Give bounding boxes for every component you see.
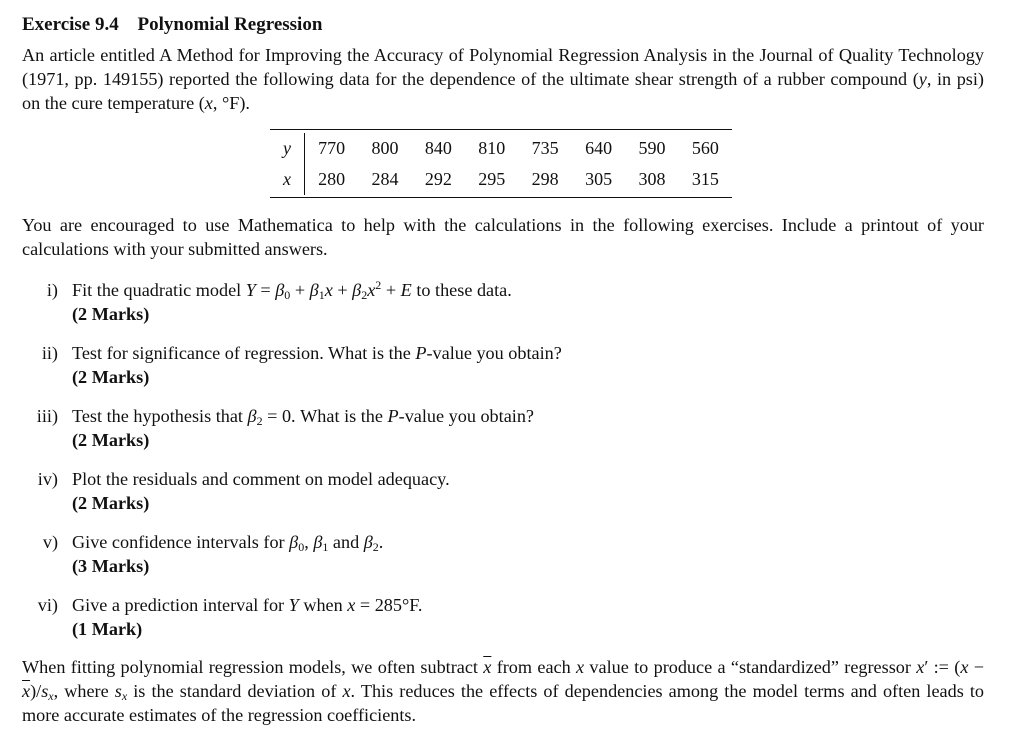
marks-label: (1 Mark) xyxy=(72,619,143,639)
table-cell: 800 xyxy=(371,138,399,158)
question-label: iv) xyxy=(37,469,58,489)
closing-paragraph: When fitting polynomial regression models, we often subtract $\overline{x}$ from each x value to produce a “standardized” regressor x′ := $(x - \overline{x})/s_x$, where $s_x$ is the standard deviation of x. This reduces the effects of dependencies among the model terms and often leads to more accurate estimates of the regression coefficients. xyxy=(22,657,984,725)
table-cell: 590 xyxy=(638,138,666,158)
data-table xyxy=(270,129,732,198)
exercise-number: Exercise 9.4 xyxy=(22,14,119,35)
table-cell: 810 xyxy=(478,138,506,158)
marks-label: (3 Marks) xyxy=(72,556,150,576)
instructions-paragraph: You are encouraged to use Mathematica to help with the calculations in the following exercises. Include a printout of your calculations with your submitted answers. xyxy=(22,215,984,259)
marks-label: (2 Marks) xyxy=(72,304,150,324)
beta2-symbol: $\beta_2$ xyxy=(247,406,263,428)
question-label: iii) xyxy=(36,406,58,426)
standardized-regressor-formula: x′ := $(x - \overline{x})/s_x$ xyxy=(22,657,984,703)
table-cell: 735 xyxy=(531,138,559,158)
intro-paragraph: An article entitled A Method for Improving the Accuracy of Polynomial Regression Analysis in the Journal of Quality Technology (1971, pp. 149155) reported the following data for the dependence of the ultimate shear strength of a rubber compound (y, in psi) on the cure temperature (x, °F). xyxy=(22,45,984,113)
table-cell: 292 xyxy=(424,169,452,189)
table-cell: 640 xyxy=(585,138,613,158)
table-cell: 315 xyxy=(691,169,719,189)
table-cell: 770 xyxy=(318,138,346,158)
quadratic-model-formula: $Y = \beta_0 + \beta_1x + \beta_2x^2 + E$ xyxy=(245,278,412,302)
exercise-heading xyxy=(22,14,322,36)
marks-label: (2 Marks) xyxy=(72,367,150,387)
beta-symbols: $\beta_0$, $\beta_1$ xyxy=(289,532,329,554)
document-page: Exercise 9.4 Polynomial Regression An article entitled A Method for Improving the Accuracy of Polynomial Regression Analysis in the Journal of Quality Technology (1971, pp. 149155) reported the following data for the dependence of the ultimate shear strength of a rubber compound (y, in psi) on the cure temperature (x, °F). y 770 800 840 810 735 640 590 560 x 280 284 292 295 298 305 308 315 You are encouraged to use Mathematica to help with the calculations in the following exercises. Include a printout of your calculations with your submitted answers. i) Fit the quadratic model $Y = \beta_0 + \beta_1x + \beta_2x^2 + E$ to these data. (2 Marks) ii) Test for significance of regression. What is the P-value you obtain? (2 Marks) iii) Test the hypothesis that $\beta_2 = 0$. What is the P-value you obtain? (2 Marks) iv) Plot the residuals and comment on model adequacy. (2 Marks) v) Give confidence intervals for $\beta_0$, $\beta_1$ and $\beta_2$. (3 Marks) vi) Give a prediction interval for Y when x = 285°F. (1 Mark) When fitting polynomial regression models, we often subtract $\overline{x}$ from each x value to produce a “standardized” regressor x′ := $(x - \overline{x})/s_x$, where $s_x$ is the standard deviation of x. This reduces the effects of dependencies among the model terms and often leads to more accurate estimates of the regression coefficients. xyxy=(22,14,984,725)
question-label: vi) xyxy=(37,595,58,615)
question-label: i) xyxy=(46,280,58,300)
row-header-x: x xyxy=(270,164,305,195)
x-bar-symbol: $\overline{x}$ xyxy=(483,657,492,677)
table-row-y xyxy=(270,133,732,164)
table-cell: 295 xyxy=(478,169,506,189)
exercise-title: Polynomial Regression xyxy=(137,14,323,35)
row-header-y: y xyxy=(270,133,305,164)
question-label: v) xyxy=(42,532,58,552)
table-cell: 284 xyxy=(371,169,399,189)
table-cell: 308 xyxy=(638,169,666,189)
question-label: ii) xyxy=(41,343,58,363)
table-cell: 280 xyxy=(318,169,346,189)
table-cell: 840 xyxy=(424,138,452,158)
table-cell: 305 xyxy=(585,169,613,189)
table-cell: 560 xyxy=(691,138,719,158)
table-cell: 298 xyxy=(531,169,559,189)
marks-label: (2 Marks) xyxy=(72,493,150,513)
marks-label: (2 Marks) xyxy=(72,430,150,450)
table-row-x xyxy=(270,164,732,195)
